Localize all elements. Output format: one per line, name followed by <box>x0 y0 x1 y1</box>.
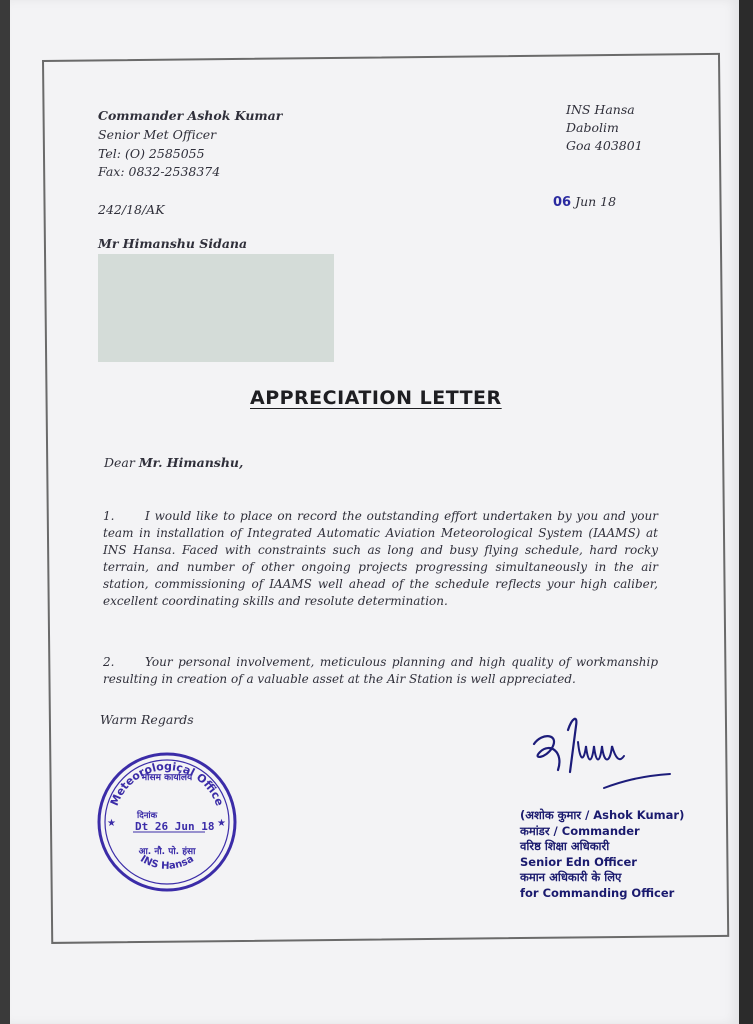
paragraph-2 <box>103 654 658 688</box>
signatory-name: (अशोक कुमार / Ashok Kumar) <box>520 808 685 822</box>
letter-date <box>553 193 616 212</box>
sender-tel: Tel: (O) 2585055 <box>98 146 205 161</box>
stamp-ring-text: Meteorological Office <box>107 759 227 808</box>
address-line-1: INS Hansa <box>566 102 635 117</box>
signature-block <box>520 808 700 901</box>
paragraph-1 <box>103 508 658 610</box>
stamp-date-label: दिनांक <box>137 811 158 821</box>
salutation <box>104 454 243 472</box>
stamp-date-value: Dt 26 Jun 18 <box>135 820 215 833</box>
recipient-name: Mr Himanshu Sidana <box>98 236 248 251</box>
sender-name: Commander Ashok Kumar <box>98 108 283 123</box>
date-month-year: Jun 18 <box>575 194 617 209</box>
signatory-rank: कमांडर / Commander <box>520 823 640 838</box>
reference-number: 242/18/AK <box>98 202 165 217</box>
svg-text:★: ★ <box>107 818 116 829</box>
handwritten-signature <box>520 712 680 802</box>
paragraph-1-number: 1. <box>103 509 115 523</box>
stamp-hindi-base: आ. नौ. पो. हंसा <box>138 847 196 857</box>
salutation-prefix: Dear <box>104 455 139 470</box>
office-stamp <box>93 748 241 896</box>
paragraph-2-text: Your personal involvement, meticulous planning and high quality of workmanship resulting in creation of a valuable asset at the Air Station is well appreciated. <box>103 655 658 686</box>
salutation-name: Mr. Himanshu, <box>138 455 244 470</box>
paragraph-1-text: I would like to place on record the outstanding effort undertaken by you and your team in installation of Integrated Automatic Aviation Meteorological System (IAAMS) at INS Hansa. Faced with constraints such as long and busy flying schedule, hard rocky terrain, and number of other ongoing projects progressing simultaneously in the air station, commissioning of IAAMS well ahead of the schedule reflects your high caliber, excellent coordinating skills and resolute determination. <box>103 509 658 608</box>
stamp-bottom-text: INS Hansa <box>138 853 196 872</box>
address-line-2: Dabolim <box>566 120 619 135</box>
letter-title: APPRECIATION LETTER <box>250 387 502 409</box>
signatory-title-hindi: वरिष्ठ शिक्षा अधिकारी <box>520 839 610 853</box>
signatory-for: for Commanding Officer <box>520 885 675 900</box>
redacted-address <box>98 254 334 362</box>
signatory-for-hindi: कमान अधिकारी के लिए <box>520 870 622 884</box>
sender-designation: Senior Met Officer <box>98 127 217 142</box>
closing: Warm Regards <box>100 712 194 727</box>
date-day: 06 <box>553 195 572 210</box>
sender-fax: Fax: 0832-2538374 <box>98 164 221 179</box>
paragraph-2-number: 2. <box>103 655 115 669</box>
stamp-top-text: मौसम कार्यालय <box>141 773 193 783</box>
address-line-3: Goa 403801 <box>566 138 643 153</box>
background-surface <box>739 0 753 1024</box>
signatory-title: Senior Edn Officer <box>520 854 637 869</box>
svg-text:★: ★ <box>217 818 226 829</box>
